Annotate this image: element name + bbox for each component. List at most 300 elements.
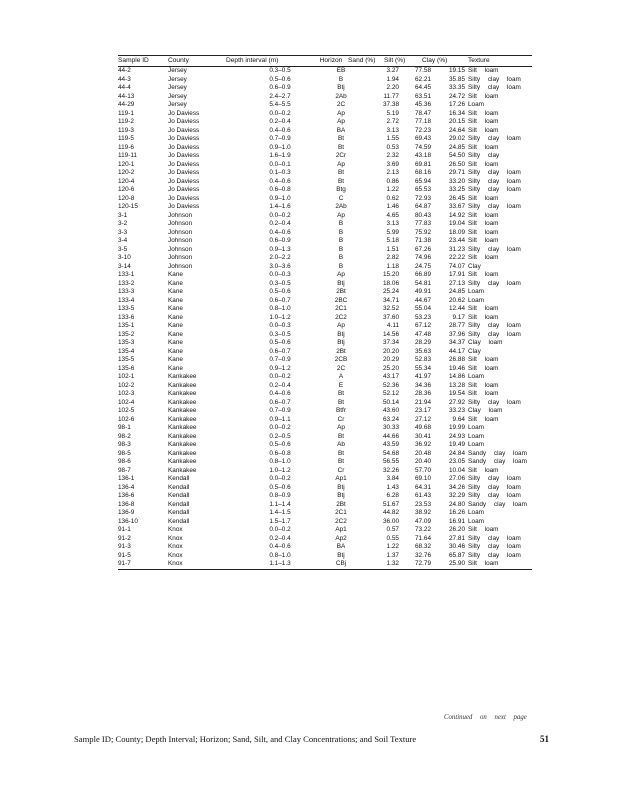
cell-sample-id: 135-4 <box>118 347 135 355</box>
cell-silt: 69.43 <box>415 135 431 142</box>
cell-sample-id: 44-29 <box>118 101 135 108</box>
cell-horizon: B <box>338 75 344 83</box>
cell-sample-id: 3-10 <box>118 254 131 261</box>
cell-depth: 0.2–0.4 <box>269 118 291 125</box>
cell-horizon: 2C1 <box>335 305 347 312</box>
cell-county: Johnson <box>168 237 193 244</box>
cell-horizon: Bt <box>337 449 345 457</box>
table-row <box>118 246 532 255</box>
cell-horizon: 2BC <box>334 296 348 304</box>
cell-depth: 0.8–1.0 <box>269 458 291 465</box>
cell-county: Kane <box>168 339 183 346</box>
cell-horizon: Btj <box>337 483 345 491</box>
cell-texture: Silty clay loam <box>468 543 521 550</box>
cell-county: Johnson <box>168 245 193 253</box>
header-horizon: Horizon <box>319 57 343 64</box>
cell-depth: 1.4–1.6 <box>269 203 291 210</box>
table-row <box>118 365 532 374</box>
cell-clay: 28.77 <box>449 322 465 329</box>
cell-clay: 10.04 <box>449 466 465 474</box>
cell-silt: 43.18 <box>415 152 431 159</box>
cell-sample-id: 136-6 <box>118 492 135 499</box>
cell-depth: 0.4–0.6 <box>269 390 291 397</box>
cell-texture: Loam <box>468 101 484 108</box>
cell-sample-id: 44-13 <box>118 92 135 100</box>
cell-horizon: B <box>338 245 344 253</box>
cell-sand: 14.56 <box>383 330 399 338</box>
cell-horizon: Ap1 <box>335 526 347 533</box>
cell-sand: 1.32 <box>386 560 399 567</box>
cell-clay: 17.26 <box>449 101 465 108</box>
cell-county: Kendall <box>168 492 190 499</box>
cell-silt: 52.83 <box>415 356 431 363</box>
cell-sand: 6.28 <box>386 492 399 499</box>
cell-county: Jo Daviess <box>168 109 200 117</box>
cell-horizon: E <box>338 381 344 389</box>
header-silt: Silt (%) <box>384 57 406 64</box>
table-row <box>118 271 532 280</box>
cell-clay: 9.64 <box>452 415 465 423</box>
cell-county: Kankakee <box>168 432 197 440</box>
cell-depth: 1.5–1.7 <box>269 517 291 525</box>
cell-sand: 44.82 <box>383 509 399 516</box>
cell-horizon: Bt <box>337 398 345 406</box>
cell-horizon: Btg <box>336 186 346 193</box>
table-row <box>118 76 532 85</box>
cell-depth: 0.7–0.9 <box>269 356 291 363</box>
cell-county: Kankakee <box>168 441 197 448</box>
cell-sand: 52.12 <box>383 390 399 397</box>
cell-texture: Silt loam <box>468 526 499 533</box>
cell-horizon: CBj <box>335 560 347 567</box>
cell-horizon: Ap2 <box>335 534 347 542</box>
cell-sand: 5.19 <box>386 109 399 117</box>
cell-horizon: 2C <box>336 101 346 108</box>
cell-county: Jo Daviess <box>168 160 200 168</box>
cell-sand: 1.18 <box>386 262 399 270</box>
cell-clay: 65.87 <box>449 551 465 559</box>
cell-texture: Silty clay loam <box>468 534 521 542</box>
cell-depth: 0.9–1.3 <box>269 245 291 253</box>
cell-texture: Clay <box>468 347 481 355</box>
table-row <box>118 186 532 195</box>
cell-silt: 67.26 <box>415 245 431 253</box>
cell-sand: 43.17 <box>383 373 399 380</box>
cell-horizon: Ap <box>337 211 345 219</box>
cell-clay: 24.84 <box>449 449 465 457</box>
cell-horizon: 2C1 <box>335 509 347 516</box>
cell-horizon: A <box>338 373 344 380</box>
table-row <box>118 348 532 357</box>
cell-texture: Silt loam <box>468 92 499 100</box>
cell-sand: 37.60 <box>383 313 399 321</box>
cell-county: Kane <box>168 271 183 278</box>
cell-sand: 15.20 <box>383 271 399 278</box>
cell-county: Jersey <box>168 67 187 74</box>
cell-clay: 9.17 <box>452 313 465 321</box>
cell-depth: 0.6–0.7 <box>269 296 291 304</box>
cell-horizon: Ap <box>337 160 345 168</box>
page-number: 51 <box>540 734 549 744</box>
cell-silt: 23.17 <box>415 407 431 414</box>
cell-sand: 34.71 <box>383 296 399 304</box>
cell-clay: 25.90 <box>449 560 465 567</box>
cell-horizon: 2C2 <box>335 517 347 525</box>
cell-sample-id: 133-2 <box>118 279 135 287</box>
table-row <box>118 467 532 476</box>
cell-sand: 63.24 <box>383 415 399 423</box>
cell-silt: 65.53 <box>415 186 431 193</box>
cell-silt: 67.12 <box>415 322 431 329</box>
cell-depth: 0.4–0.6 <box>269 126 291 134</box>
cell-depth: 0.0–0.1 <box>269 160 291 168</box>
cell-depth: 0.8–0.9 <box>269 492 291 499</box>
table-row <box>118 407 532 416</box>
cell-sand: 32.52 <box>383 305 399 312</box>
cell-silt: 30.41 <box>415 432 431 440</box>
cell-horizon: Btj <box>337 551 345 559</box>
cell-sample-id: 3-1 <box>118 211 128 219</box>
cell-sand: 1.55 <box>386 135 399 142</box>
cell-sample-id: 120-2 <box>118 169 135 176</box>
cell-depth: 0.2–0.5 <box>269 432 291 440</box>
cell-depth: 0.5–0.6 <box>269 288 291 295</box>
table-row <box>118 161 532 170</box>
cell-county: Johnson <box>168 211 193 219</box>
cell-sample-id: 44-4 <box>118 84 131 91</box>
cell-texture: Silt loam <box>468 126 499 134</box>
cell-sample-id: 120-6 <box>118 186 135 193</box>
cell-texture: Silty clay loam <box>468 186 521 193</box>
table-row <box>118 535 532 544</box>
cell-county: Kankakee <box>168 424 197 431</box>
cell-horizon: Bt <box>337 135 345 142</box>
cell-sand: 1.22 <box>386 186 399 193</box>
cell-sand: 36.00 <box>383 517 399 525</box>
cell-county: Kankakee <box>168 466 197 474</box>
cell-clay: 24.93 <box>449 432 465 440</box>
cell-sample-id: 102-4 <box>118 398 135 406</box>
cell-silt: 23.53 <box>415 500 431 508</box>
cell-silt: 45.36 <box>415 101 431 108</box>
cell-county: Knox <box>168 534 183 542</box>
cell-horizon: Bt <box>337 432 345 440</box>
table-row <box>118 297 532 306</box>
cell-silt: 66.89 <box>415 271 431 278</box>
table-row <box>118 526 532 535</box>
cell-county: Kankakee <box>168 458 197 465</box>
cell-texture: Silt loam <box>468 466 499 474</box>
cell-depth: 0.2–0.4 <box>269 534 291 542</box>
cell-depth: 0.4–0.6 <box>269 228 291 236</box>
cell-depth: 0.1–0.3 <box>269 169 291 176</box>
cell-silt: 64.31 <box>415 483 431 491</box>
cell-depth: 0.5–0.6 <box>269 75 291 83</box>
cell-silt: 77.58 <box>415 67 431 74</box>
cell-county: Johnson <box>168 254 193 261</box>
cell-depth: 0.7–0.9 <box>269 135 291 142</box>
cell-silt: 47.48 <box>415 330 431 338</box>
cell-texture: Silty clay loam <box>468 279 521 287</box>
cell-depth: 0.2–0.4 <box>269 220 291 227</box>
cell-sample-id: 119-1 <box>118 109 134 117</box>
cell-county: Kane <box>168 279 183 287</box>
cell-texture: Silt loam <box>468 313 499 321</box>
cell-texture: Silt loam <box>468 194 499 202</box>
cell-county: Knox <box>168 551 183 559</box>
table-row <box>118 390 532 399</box>
cell-texture: Clay loam <box>468 407 503 414</box>
table-row <box>118 552 532 561</box>
cell-sample-id: 98-2 <box>118 432 131 440</box>
table-row <box>118 169 532 178</box>
cell-clay: 23.05 <box>449 458 465 465</box>
table-row <box>118 118 532 127</box>
cell-texture: Silt loam <box>468 271 499 278</box>
cell-horizon: B <box>338 262 344 270</box>
cell-depth: 0.0–0.2 <box>269 109 291 117</box>
cell-county: Jersey <box>168 84 187 91</box>
cell-county: Jo Daviess <box>168 203 200 210</box>
table-row <box>118 458 532 467</box>
table-row <box>118 433 532 442</box>
table-row <box>118 280 532 289</box>
cell-county: Kankakee <box>168 381 197 389</box>
table-row <box>118 229 532 238</box>
cell-depth: 0.5–0.6 <box>269 339 291 346</box>
cell-silt: 80.43 <box>415 211 431 219</box>
cell-sample-id: 136-8 <box>118 500 135 508</box>
cell-silt: 71.38 <box>415 237 431 244</box>
cell-silt: 62.21 <box>415 75 431 83</box>
cell-texture: Silt loam <box>468 67 499 74</box>
cell-sample-id: 136-9 <box>118 509 135 516</box>
cell-sample-id: 119-2 <box>118 118 134 125</box>
cell-texture: Silty clay <box>468 152 500 159</box>
cell-silt: 65.94 <box>415 177 431 185</box>
cell-silt: 47.09 <box>415 517 431 525</box>
cell-sand: 2.82 <box>386 254 399 261</box>
cell-texture: Loam <box>468 424 484 431</box>
cell-depth: 0.8–1.0 <box>269 305 291 312</box>
cell-depth: 0.0–0.2 <box>269 211 291 219</box>
cell-county: Jo Daviess <box>168 186 200 193</box>
cell-texture: Sandy clay loam <box>468 458 527 465</box>
cell-sample-id: 91-2 <box>118 534 131 542</box>
cell-sample-id: 135-1 <box>118 322 135 329</box>
table-row <box>118 212 532 221</box>
cell-sand: 2.13 <box>386 169 399 176</box>
cell-silt: 57.70 <box>415 466 431 474</box>
cell-sample-id: 98-3 <box>118 441 131 448</box>
cell-horizon: 2C <box>336 364 346 372</box>
cell-sample-id: 135-2 <box>118 330 135 338</box>
cell-clay: 34.26 <box>449 483 465 491</box>
cell-sand: 0.62 <box>386 194 399 202</box>
cell-sample-id: 120-8 <box>118 194 135 202</box>
cell-clay: 24.72 <box>449 92 465 100</box>
cell-clay: 37.96 <box>449 330 465 338</box>
cell-sand: 43.59 <box>383 441 399 448</box>
cell-county: Kane <box>168 296 183 304</box>
table-row <box>118 220 532 229</box>
cell-county: Jersey <box>168 101 187 108</box>
cell-county: Jo Daviess <box>168 126 200 134</box>
cell-clay: 26.45 <box>449 194 465 202</box>
cell-sample-id: 3-4 <box>118 237 128 244</box>
cell-sample-id: 102-5 <box>118 407 135 414</box>
table-row <box>118 144 532 153</box>
cell-sample-id: 136-1 <box>118 475 135 482</box>
cell-texture: Silt loam <box>468 560 499 567</box>
cell-county: Kankakee <box>168 449 197 457</box>
cell-silt: 72.23 <box>415 126 431 134</box>
cell-depth: 0.9–1.1 <box>269 415 291 423</box>
cell-clay: 74.07 <box>449 262 465 270</box>
cell-silt: 21.94 <box>415 398 431 406</box>
cell-texture: Sandy clay loam <box>468 500 527 508</box>
cell-sample-id: 3-5 <box>118 245 128 253</box>
cell-clay: 19.99 <box>449 424 465 431</box>
cell-county: Jo Daviess <box>168 194 200 202</box>
table-row <box>118 441 532 450</box>
cell-clay: 33.23 <box>449 407 465 414</box>
cell-clay: 14.86 <box>449 373 465 380</box>
cell-depth: 0.4–0.6 <box>269 543 291 550</box>
cell-county: Johnson <box>168 262 193 270</box>
cell-depth: 1.6–1.9 <box>269 152 291 159</box>
cell-texture: Sandy clay loam <box>468 449 527 457</box>
cell-horizon: Bt <box>337 177 345 185</box>
cell-county: Kankakee <box>168 390 197 397</box>
table-row <box>118 237 532 246</box>
table-row <box>118 322 532 331</box>
table-row <box>118 501 532 510</box>
cell-silt: 63.51 <box>415 92 431 100</box>
cell-depth: 1.0–1.2 <box>269 466 291 474</box>
table-row <box>118 254 532 263</box>
cell-silt: 53.23 <box>415 313 431 321</box>
cell-sand: 11.77 <box>383 92 399 100</box>
cell-clay: 33.35 <box>449 84 465 91</box>
cell-silt: 68.32 <box>415 543 431 550</box>
cell-clay: 20.62 <box>449 296 465 304</box>
cell-depth: 5.4–5.5 <box>269 101 291 108</box>
cell-sample-id: 3-3 <box>118 228 128 236</box>
cell-sand: 43.60 <box>383 407 399 414</box>
cell-sand: 3.27 <box>386 67 399 74</box>
cell-depth: 2.4–2.7 <box>269 92 291 100</box>
table-bottom-rule <box>118 569 532 570</box>
cell-texture: Silty clay loam <box>468 483 521 491</box>
cell-silt: 71.64 <box>415 534 431 542</box>
cell-texture: Silt loam <box>468 381 499 389</box>
header-sand: Sand (%) <box>348 57 376 64</box>
cell-depth: 0.3–0.5 <box>269 330 291 338</box>
table-row <box>118 518 532 527</box>
cell-texture: Silt loam <box>468 143 499 151</box>
cell-depth: 0.0–0.2 <box>269 526 291 533</box>
cell-silt: 72.93 <box>415 194 431 202</box>
cell-sample-id: 119-5 <box>118 135 134 142</box>
cell-clay: 33.20 <box>449 177 465 185</box>
cell-sand: 5.18 <box>386 237 399 244</box>
cell-texture: Silt loam <box>468 220 499 227</box>
cell-sand: 5.99 <box>386 228 399 236</box>
cell-horizon: 2C2 <box>335 313 347 321</box>
table-row <box>118 288 532 297</box>
cell-sand: 2.32 <box>386 152 399 159</box>
cell-texture: Silty clay loam <box>468 398 521 406</box>
cell-texture: Silt loam <box>468 356 499 363</box>
cell-horizon: Btj <box>337 339 345 346</box>
cell-clay: 44.17 <box>449 347 465 355</box>
cell-silt: 44.67 <box>415 296 431 304</box>
cell-sand: 37.34 <box>383 339 399 346</box>
cell-sand: 4.11 <box>387 322 399 329</box>
cell-depth: 0.3–0.5 <box>269 279 291 287</box>
cell-texture: Clay <box>468 262 481 270</box>
cell-sand: 51.67 <box>383 500 399 508</box>
cell-sand: 1.22 <box>386 543 399 550</box>
cell-horizon: Ap <box>337 322 345 329</box>
cell-sample-id: 135-6 <box>118 364 135 372</box>
cell-silt: 49.91 <box>415 288 431 295</box>
cell-clay: 24.85 <box>449 143 465 151</box>
cell-depth: 0.9–1.0 <box>269 194 291 202</box>
cell-clay: 19.46 <box>449 364 465 372</box>
table-row <box>118 110 532 119</box>
cell-clay: 24.85 <box>449 288 465 295</box>
cell-depth: 0.5–0.6 <box>269 441 291 448</box>
table-row <box>118 203 532 212</box>
cell-clay: 34.37 <box>449 339 465 346</box>
cell-clay: 19.15 <box>449 67 465 74</box>
cell-sand: 44.66 <box>383 432 399 440</box>
cell-silt: 27.12 <box>415 415 431 423</box>
cell-silt: 49.68 <box>415 424 431 431</box>
cell-clay: 18.09 <box>449 228 465 236</box>
cell-silt: 55.04 <box>415 305 431 312</box>
cell-depth: 0.6–0.7 <box>269 347 291 355</box>
cell-depth: 0.0–0.3 <box>269 322 291 329</box>
cell-depth: 0.3–0.5 <box>269 67 291 74</box>
cell-sand: 4.65 <box>386 211 399 219</box>
cell-texture: Silty clay loam <box>468 492 521 499</box>
cell-depth: 0.6–0.8 <box>269 449 291 457</box>
cell-texture: Silt loam <box>468 254 499 261</box>
cell-horizon: Ap <box>337 271 345 278</box>
table-row <box>118 509 532 518</box>
cell-texture: Loam <box>468 509 484 516</box>
cell-county: Kankakee <box>168 407 197 414</box>
cell-county: Kendall <box>168 500 190 508</box>
cell-texture: Silt loam <box>468 211 499 219</box>
cell-sand: 0.53 <box>386 143 399 151</box>
cell-county: Kankakee <box>168 373 197 380</box>
cell-county: Knox <box>168 526 183 533</box>
cell-clay: 19.04 <box>449 220 465 227</box>
cell-clay: 26.50 <box>449 160 465 168</box>
cell-sample-id: 3-14 <box>118 262 131 270</box>
cell-silt: 78.47 <box>415 109 431 117</box>
cell-depth: 3.0–3.6 <box>269 262 291 270</box>
table-row <box>118 263 532 272</box>
header-depth: Depth interval (m) <box>226 57 279 64</box>
table-body <box>118 67 532 569</box>
cell-sand: 1.46 <box>386 203 399 210</box>
cell-clay: 12.44 <box>449 305 465 312</box>
